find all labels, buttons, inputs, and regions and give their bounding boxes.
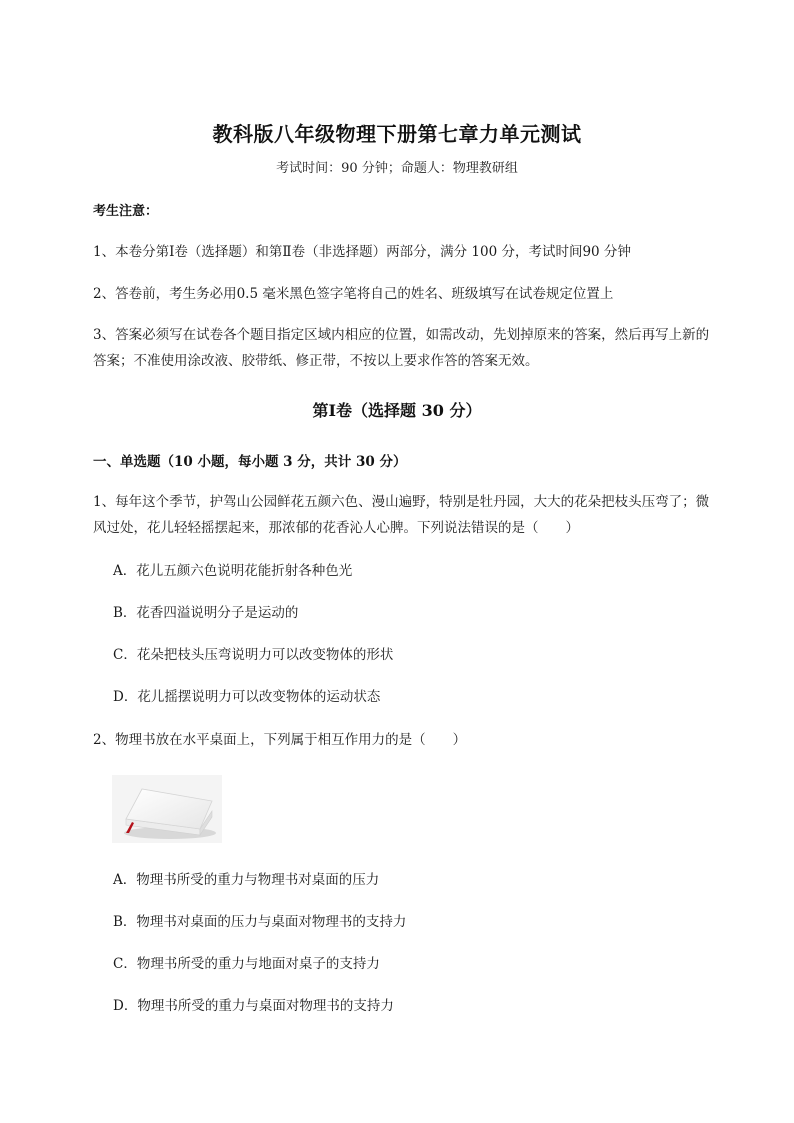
question-1-option-d[interactable]: D．花儿摇摆说明力可以改变物体的运动状态 — [113, 689, 381, 705]
question-1-option-c[interactable]: C．花朵把枝头压弯说明力可以改变物体的形状 — [113, 647, 394, 663]
question-1-option-a[interactable]: A．花儿五颜六色说明花能折射各种色光 — [113, 563, 353, 579]
notice-item-2: 2、答卷前，考生务必用0.5 毫米黑色签字笔将自己的姓名、班级填写在试卷规定位置上 — [93, 286, 614, 302]
notice-heading: 考生注意： — [93, 204, 159, 219]
notice-item-3: 3、答案必须写在试卷各个题目指定区域内相应的位置，如需改动，先划掉原来的答案，然后再写上新的答案；不准使用涂改液、胶带纸、修正带，不按以上要求作答的答案无效。 — [93, 327, 710, 369]
exam-subtitle: 考试时间：90 分钟；命题人：物理教研组 — [276, 161, 518, 176]
question-1-option-b[interactable]: B．花香四溢说明分子是运动的 — [113, 605, 299, 621]
book-icon — [112, 775, 222, 843]
question-2-option-c[interactable]: C．物理书所受的重力与地面对桌子的支持力 — [113, 956, 380, 972]
notice-item-1: 1、本卷分第Ⅰ卷（选择题）和第Ⅱ卷（非选择题）两部分，满分 100 分，考试时间90 分钟 — [93, 244, 631, 260]
question-2-option-a[interactable]: A．物理书所受的重力与物理书对桌面的压力 — [113, 872, 380, 888]
question-2-stem: 2、物理书放在水平桌面上，下列属于相互作用力的是（ ） — [93, 732, 467, 748]
question-1-stem: 1、每年这个季节，护驾山公园鲜花五颜六色、漫山遍野，特别是牡丹园，大大的花朵把枝头压弯了；微风过处，花儿轻轻摇摆起来，那浓郁的花香沁人心脾。下列说法错误的是（ ） — [93, 494, 710, 536]
question-2-option-d[interactable]: D．物理书所受的重力与桌面对物理书的支持力 — [113, 998, 394, 1014]
question-2-option-b[interactable]: B．物理书对桌面的压力与桌面对物理书的支持力 — [113, 914, 407, 930]
exam-title: 教科版八年级物理下册第七章力单元测试 — [212, 122, 582, 146]
book-image — [112, 775, 222, 843]
part-heading: 一、单选题（10 小题，每小题 3 分，共计 30 分） — [93, 454, 407, 470]
section-title: 第Ⅰ卷（选择题 30 分） — [312, 401, 482, 420]
